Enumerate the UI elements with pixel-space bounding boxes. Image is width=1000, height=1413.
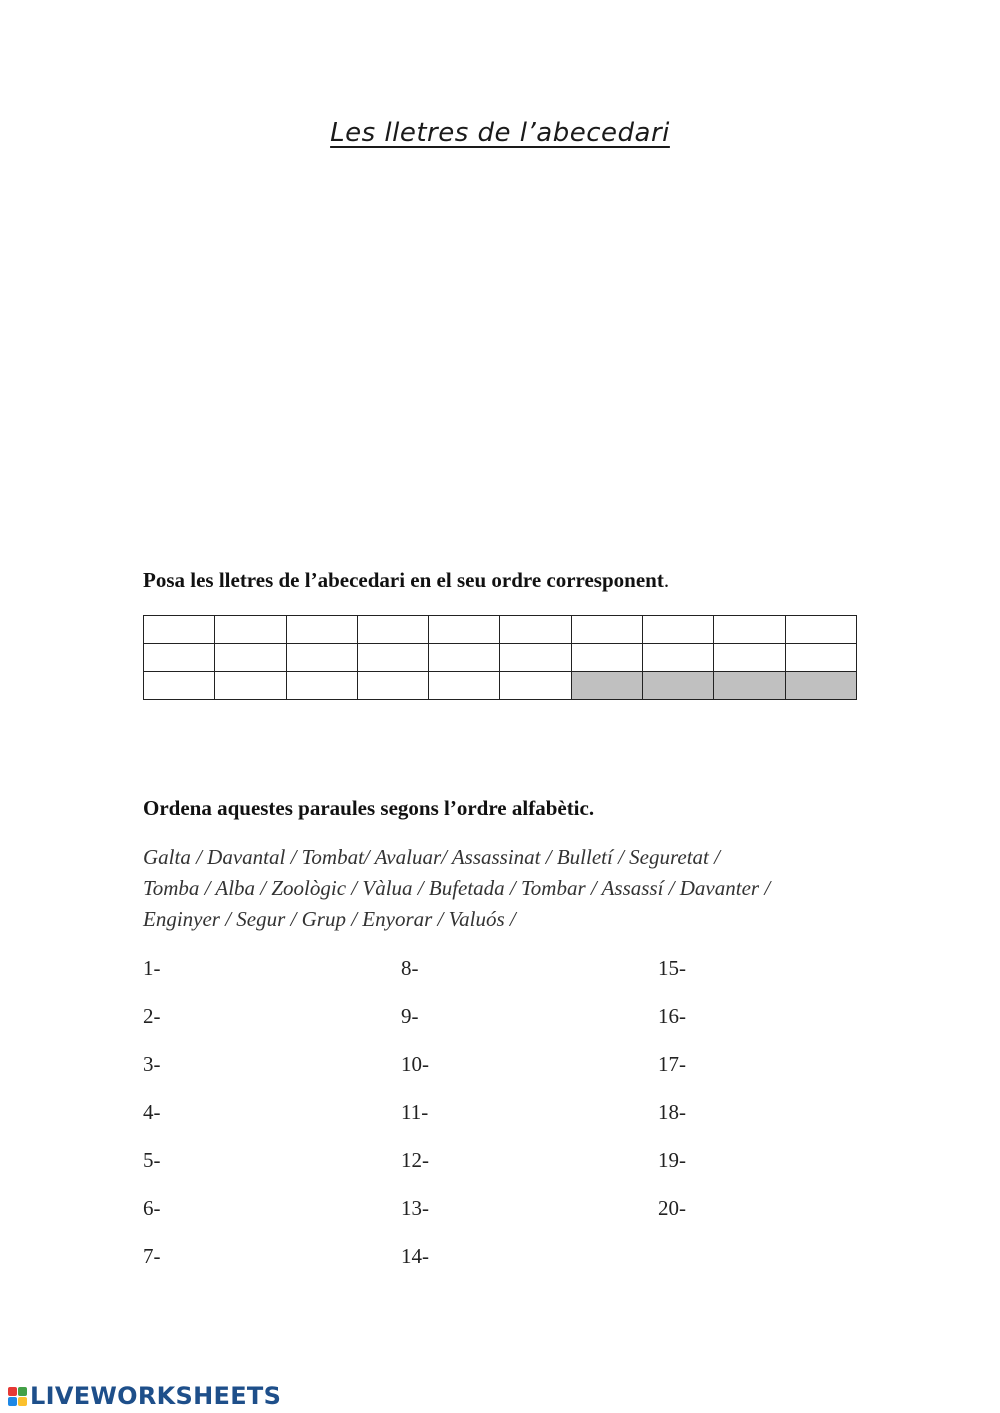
answer-number: 1- (143, 956, 161, 980)
word-list-line: Tomba / Alba / Zoològic / Vàlua / Bufetada / Tombar / Assassí / Davanter / (143, 876, 771, 900)
grid-cell[interactable] (429, 616, 500, 644)
answer-number: 10- (401, 1052, 429, 1076)
answer-number: 17- (658, 1052, 686, 1076)
page-title: Les lletres de l’abecedari (330, 118, 670, 148)
answer-number: 15- (658, 956, 686, 980)
grid-cell[interactable] (215, 644, 286, 672)
grid-cell[interactable] (429, 644, 500, 672)
grid-cell[interactable] (286, 672, 357, 700)
grid-cell[interactable] (571, 616, 642, 644)
grid-cell[interactable] (286, 644, 357, 672)
grid-cell[interactable] (643, 644, 714, 672)
grid-cell[interactable] (429, 672, 500, 700)
word-list-line: Enginyer / Segur / Grup / Enyorar / Valuós / (143, 907, 516, 931)
logo-square (8, 1387, 17, 1396)
answer-number: 14- (401, 1244, 429, 1268)
grid-cell[interactable] (785, 644, 856, 672)
grid-cell[interactable] (357, 616, 428, 644)
grid-row (144, 616, 857, 644)
answer-number: 8- (401, 956, 419, 980)
answer-number: 16- (658, 1004, 686, 1028)
instruction-order-words: Ordena aquestes paraules segons l’ordre alfabètic. (143, 796, 595, 820)
grid-cell[interactable] (215, 616, 286, 644)
grid-cell[interactable] (714, 616, 785, 644)
answer-number: 9- (401, 1004, 419, 1028)
grid-cell[interactable] (500, 616, 571, 644)
answer-number: 2- (143, 1004, 161, 1028)
grid-cell-disabled (785, 672, 856, 700)
answer-number: 18- (658, 1100, 686, 1124)
word-list-line: Galta / Davantal / Tombat/ Avaluar/ Assassinat / Bulletí / Seguretat / (143, 845, 720, 869)
answer-number: 3- (143, 1052, 161, 1076)
instruction-alphabet (143, 568, 669, 593)
grid-cell[interactable] (500, 672, 571, 700)
logo-square (8, 1397, 17, 1406)
instruction-alphabet-period: . (663, 568, 670, 592)
footer-logo (8, 1382, 281, 1410)
answer-number: 7- (143, 1244, 161, 1268)
answer-number: 6- (143, 1196, 161, 1220)
answer-number: 5- (143, 1148, 161, 1172)
grid-cell[interactable] (144, 644, 215, 672)
grid-cell[interactable] (286, 616, 357, 644)
grid-cell[interactable] (643, 616, 714, 644)
grid-cell[interactable] (500, 644, 571, 672)
logo-square (18, 1387, 27, 1396)
grid-cell-disabled (643, 672, 714, 700)
grid-cell-disabled (714, 672, 785, 700)
grid-cell[interactable] (571, 644, 642, 672)
alphabet-grid (143, 615, 857, 700)
grid-cell[interactable] (144, 672, 215, 700)
grid-cell-disabled (571, 672, 642, 700)
grid-cell[interactable] (714, 644, 785, 672)
grid-cell[interactable] (144, 616, 215, 644)
grid-row (144, 672, 857, 700)
grid-row (144, 644, 857, 672)
answer-number: 13- (401, 1196, 429, 1220)
instruction-alphabet-text: Posa les lletres de l’abecedari en el seu ordre corresponent (143, 568, 664, 592)
answer-number: 20- (658, 1196, 686, 1220)
liveworksheets-logo-icon (8, 1387, 27, 1406)
answer-number: 4- (143, 1100, 161, 1124)
brand-name: LIVEWORKSHEETS (30, 1382, 282, 1410)
answer-number: 12- (401, 1148, 429, 1172)
grid-cell[interactable] (357, 644, 428, 672)
grid-cell[interactable] (785, 616, 856, 644)
answer-number: 19- (658, 1148, 686, 1172)
grid-cell[interactable] (357, 672, 428, 700)
word-list (143, 842, 883, 935)
answer-number: 11- (401, 1100, 429, 1124)
grid-cell[interactable] (215, 672, 286, 700)
logo-square (18, 1397, 27, 1406)
